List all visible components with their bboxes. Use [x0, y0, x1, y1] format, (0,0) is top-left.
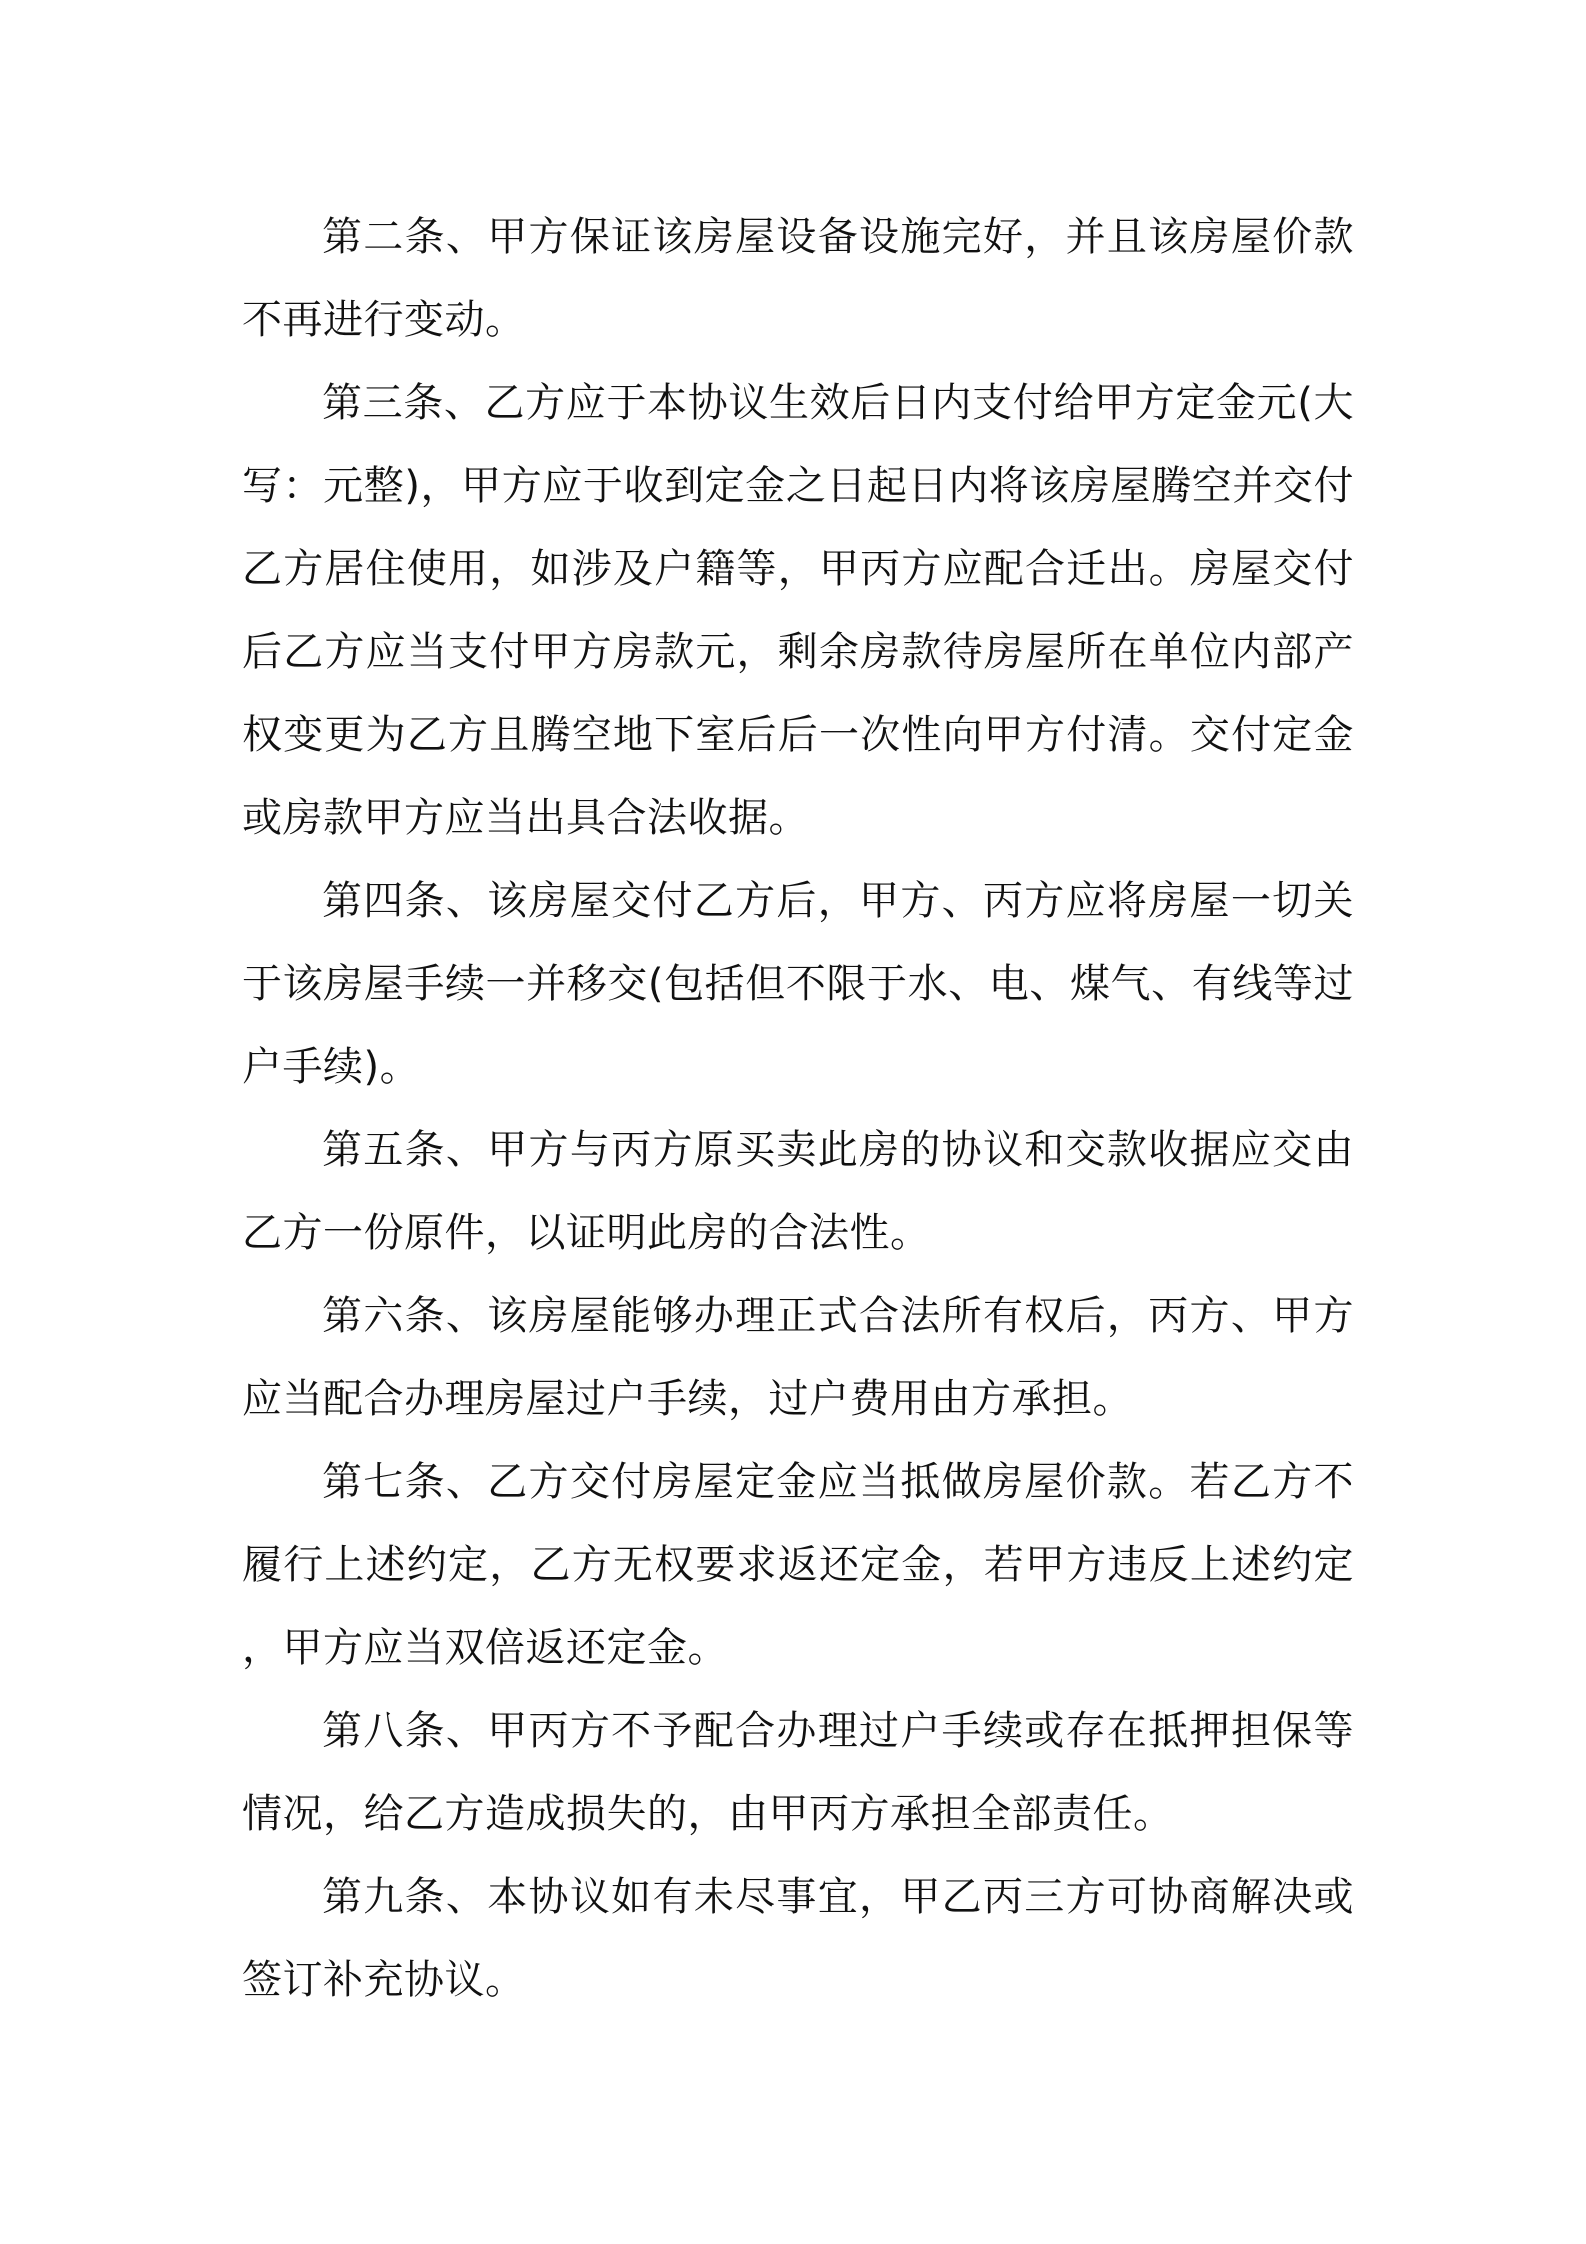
- clause-4: 第四条、该房屋交付乙方后，甲方、丙方应将房屋一切关于该房屋手续一并移交(包括但不限于水、电、煤气、有线等过户手续)。: [242, 878, 1354, 1090]
- clause-3: 第三条、乙方应于本协议生效后日内支付给甲方定金元(大写：元整)，甲方应于收到定金之日起日内将该房屋腾空并交付乙方居住使用，如涉及户籍等，甲丙方应配合迁出。房屋交付后乙方应当支付甲方房款元，剩余房款待房屋所在单位内部产权变更为乙方且腾空地下室后后一次性向甲方付清。交付定金或房款甲方应当出具合法收据。: [242, 380, 1354, 841]
- clause-6: 第六条、该房屋能够办理正式合法所有权后，丙方、甲方应当配合办理房屋过户手续，过户费用由方承担。: [242, 1293, 1354, 1422]
- clause-5: 第五条、甲方与丙方原买卖此房的协议和交款收据应交由乙方一份原件，以证明此房的合法性。: [242, 1127, 1354, 1256]
- document-body: [242, 196, 1354, 2022]
- clause-8: 第八条、甲丙方不予配合办理过户手续或存在抵押担保等情况，给乙方造成损失的，由甲丙方承担全部责任。: [242, 1708, 1354, 1837]
- clause-7: 第七条、乙方交付房屋定金应当抵做房屋价款。若乙方不履行上述约定，乙方无权要求返还定金，若甲方违反上述约定，甲方应当双倍返还定金。: [242, 1459, 1354, 1671]
- clause-9: 第九条、本协议如有未尽事宜，甲乙丙三方可协商解决或签订补充协议。: [242, 1874, 1354, 2003]
- clause-2: 第二条、甲方保证该房屋设备设施完好，并且该房屋价款不再进行变动。: [242, 214, 1354, 343]
